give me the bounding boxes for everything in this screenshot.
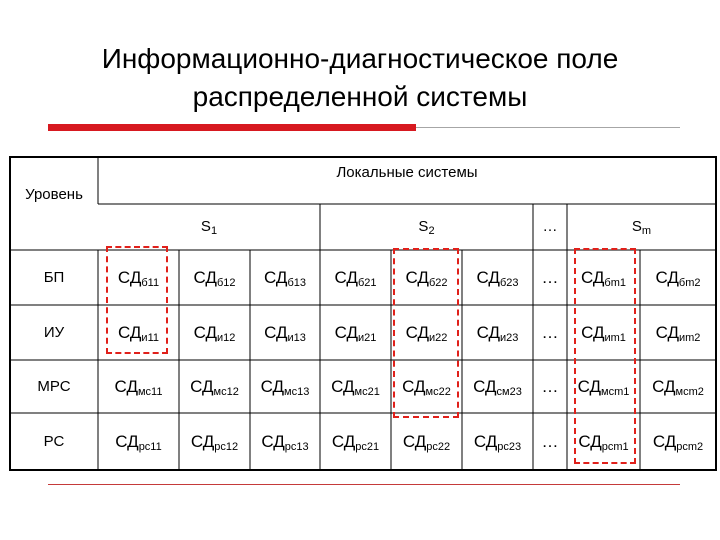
cell-symbol: … [541, 267, 559, 287]
cell-index: б23 [499, 276, 519, 289]
cell-index: мс12 [213, 385, 239, 398]
cell-symbol: СД [473, 431, 498, 451]
table-cell [533, 250, 567, 305]
highlight-s1-column-1 [106, 246, 168, 354]
cell-index: и12 [217, 331, 236, 344]
cell-index: рсm1 [601, 440, 629, 453]
cell-symbol: СД [264, 322, 288, 342]
header-system-1 [98, 208, 320, 244]
cell-symbol: СД [402, 431, 427, 451]
cell-symbol: СД [652, 376, 676, 396]
table-cell [640, 413, 716, 470]
table-cell [179, 360, 250, 413]
row-label: БП [43, 269, 65, 286]
cell-index: и23 [500, 331, 519, 344]
table-cell [462, 305, 533, 360]
cell-symbol: СД [261, 431, 285, 451]
cell-symbol: СД [580, 267, 605, 287]
cell-symbol: СД [117, 267, 142, 287]
cell-symbol: СД [577, 376, 602, 396]
cell-index: рс13 [284, 440, 309, 453]
row-label: МРС [37, 378, 71, 395]
table-cell [98, 413, 179, 470]
title-line-1: Информационно-диагностическое поле [101, 43, 619, 74]
table-cell [179, 250, 250, 305]
cell-symbol: СД [405, 322, 430, 342]
cell-index: и21 [358, 331, 377, 344]
cell-index: рс23 [497, 440, 522, 453]
highlight-sm-column-1 [574, 248, 636, 464]
cell-index: б13 [287, 276, 306, 289]
system-m-symbol: S [631, 217, 642, 235]
cell-index: рс11 [138, 440, 162, 453]
cell-symbol: … [541, 376, 559, 396]
cell-symbol: СД [655, 267, 679, 287]
cell-symbol: … [541, 431, 559, 451]
cell-symbol: СД [581, 322, 605, 342]
system-2-index: 2 [428, 225, 435, 237]
cell-symbol: СД [190, 431, 215, 451]
cell-symbol: СД [260, 376, 285, 396]
table-cell [320, 250, 391, 305]
cell-symbol: СД [118, 322, 142, 342]
cell-index: рс12 [214, 440, 239, 453]
system-1-symbol: S [200, 217, 211, 235]
title-line-2: распределенной системы [192, 81, 528, 112]
header-system-ellipsis [533, 208, 567, 244]
cell-symbol: СД [190, 376, 214, 396]
system-ellipsis-symbol: … [542, 217, 558, 235]
table-cell [533, 305, 567, 360]
cell-index: мсm2 [675, 385, 704, 398]
table-cell [640, 250, 716, 305]
cell-index: б22 [428, 276, 448, 289]
cell-symbol: СД [476, 322, 501, 342]
cell-index: рс22 [426, 440, 451, 453]
table-cell [462, 360, 533, 413]
cell-index: бm2 [678, 276, 701, 289]
cell-index: иm1 [604, 331, 626, 344]
cell-index: см23 [496, 385, 522, 398]
cell-index: б12 [216, 276, 236, 289]
cell-symbol: СД [473, 376, 497, 396]
table-cell [179, 305, 250, 360]
cell-symbol: СД [652, 431, 677, 451]
header-level: Уровень [25, 185, 83, 203]
system-1-index: 1 [210, 225, 218, 237]
header-system-m [567, 208, 716, 244]
table-cell [250, 413, 320, 470]
cell-symbol: СД [578, 431, 602, 451]
system-m-index: m [641, 225, 652, 237]
row-label: РС [43, 433, 65, 450]
cell-index: иm2 [678, 331, 701, 344]
header-system-2 [320, 208, 533, 244]
cell-index: и11 [141, 331, 159, 344]
cell-symbol: СД [193, 322, 218, 342]
cell-symbol: СД [334, 322, 359, 342]
table-cell [179, 413, 250, 470]
cell-symbol: СД [331, 431, 356, 451]
cell-symbol: СД [264, 267, 288, 287]
table-cell [250, 360, 320, 413]
cell-symbol: СД [331, 376, 355, 396]
cell-symbol: СД [115, 431, 139, 451]
cell-index: рс21 [355, 440, 380, 453]
cell-index: б11 [141, 276, 160, 289]
cell-symbol: … [541, 322, 559, 342]
table-cell [250, 305, 320, 360]
table-cell [391, 413, 462, 470]
table-cell [462, 413, 533, 470]
cell-symbol: СД [476, 267, 500, 287]
cell-index: и13 [287, 331, 306, 344]
table-cell [533, 360, 567, 413]
highlight-s2-column-2 [393, 248, 459, 418]
cell-index: мс22 [425, 385, 451, 398]
cell-index: мсm1 [601, 385, 630, 398]
cell-index: б21 [357, 276, 377, 289]
cell-symbol: СД [402, 376, 426, 396]
cell-index: мс11 [137, 385, 163, 398]
header-local-systems: Локальные системы [336, 163, 478, 181]
table-cell [250, 250, 320, 305]
cell-index: мс13 [284, 385, 310, 398]
table-cell [320, 360, 391, 413]
cell-symbol: СД [334, 267, 358, 287]
system-2-symbol: S [418, 217, 429, 235]
cell-symbol: СД [114, 376, 138, 396]
cell-index: бm1 [604, 276, 626, 289]
cell-index: и22 [429, 331, 448, 344]
table-cell [640, 360, 716, 413]
cell-symbol: СД [193, 267, 217, 287]
table-cell [640, 305, 716, 360]
bottom-divider [48, 484, 680, 485]
row-label: ИУ [43, 324, 65, 341]
table-cell [320, 413, 391, 470]
table-cell [98, 360, 179, 413]
table-cell [533, 413, 567, 470]
cell-index: рсm2 [676, 440, 704, 453]
table-cell [320, 305, 391, 360]
table-cell [462, 250, 533, 305]
cell-symbol: СД [405, 267, 429, 287]
cell-index: мс21 [354, 385, 380, 398]
cell-symbol: СД [655, 322, 679, 342]
